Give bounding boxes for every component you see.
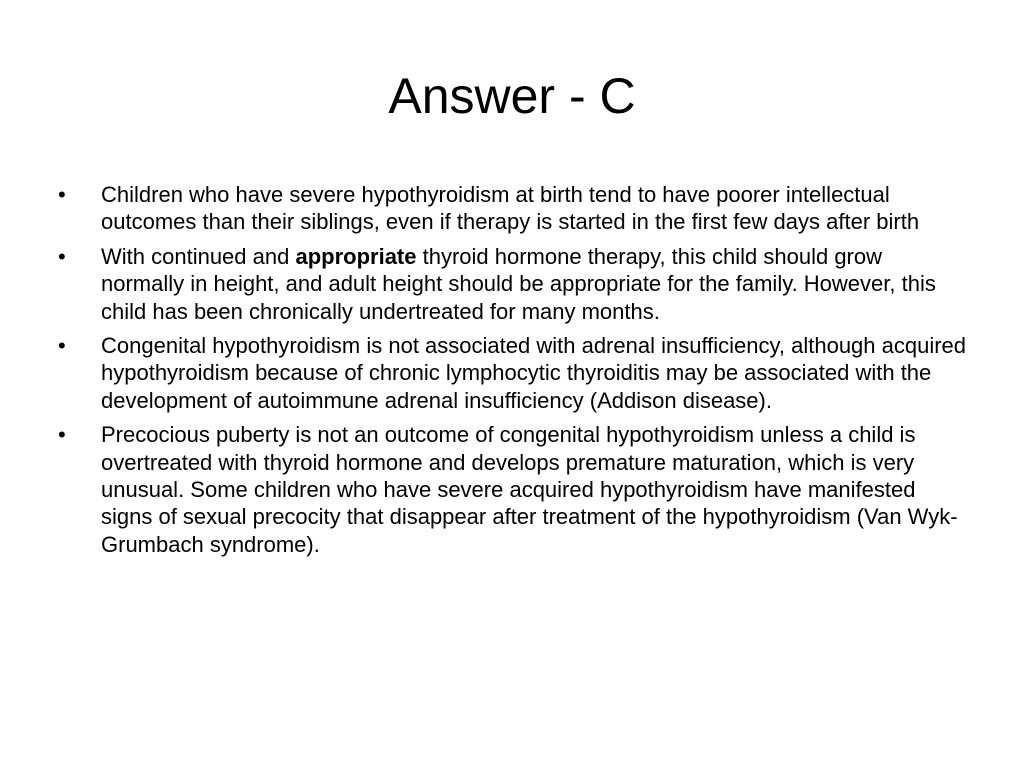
bullet-icon: • [58,243,66,269]
slide-title: Answer - C [388,68,636,124]
bullet-text-before: With continued and [101,243,296,269]
bullet-icon: • [58,422,66,448]
bullet-text: Precocious puberty is not an outcome of congenital hypothyroidism unless a child is overtreated with thyroid hormone and develops premature maturation, which is very unusual. Some children who have severe acquired hypothyroidism have manifested signs of sexual precocity that disappear after treatment of the hypothyroidism (Van Wyk-Grumbach syndrome). [101,422,958,557]
bullet-icon: • [58,333,66,359]
bullet-item [58,332,970,414]
bullet-text: Children who have severe hypothyroidism at birth tend to have poorer intellectual outcomes than their siblings, even if therapy is started in the first few days after birth [101,182,920,235]
bullet-icon: • [58,182,66,207]
bullet-text-after: thyroid hormone therapy, this child should grow normally in height, and adult height should be appropriate for the family. However, this child has been chronically undertreated for many months. [101,243,936,324]
bullet-text-emphasis: appropriate [295,243,417,269]
bullet-item [58,181,970,236]
bullet-item [58,421,970,558]
bullet-list [58,181,970,565]
bullet-item [58,243,970,325]
bullet-text: Congenital hypothyroidism is not associated with adrenal insufficiency, although acquired hypothyroidism because of chronic lymphocytic thyroiditis may be associated with the development of autoimmune adrenal insufficiency (Addison disease). [101,333,967,413]
